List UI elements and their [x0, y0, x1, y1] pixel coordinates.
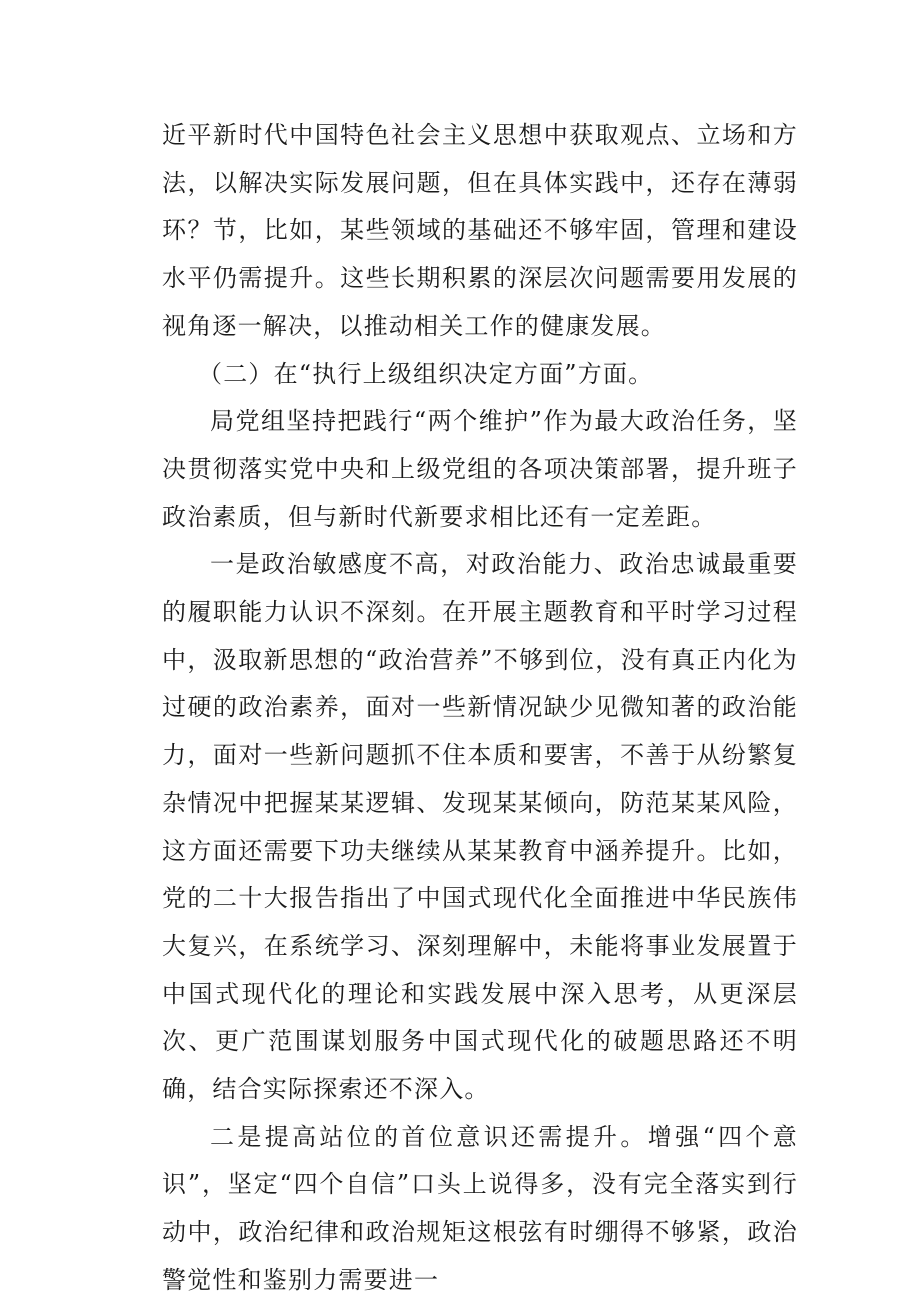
- paragraph-intro: 局党组坚持把践行“两个维护”作为最大政治任务，坚决贯彻落实党中央和上级党组的各项决策部署，提升班子政治素质，但与新时代新要求相比还有一定差距。: [162, 407, 798, 531]
- paragraph-point-one: 一是政治敏感度不高，对政治能力、政治忠诚最重要的履职能力认识不深刻。在开展主题教育和平时学习过程中，汲取新思想的“政治营养”不够到位，没有真正内化为过硬的政治素养，面对一些新情况缺少见微知著的政治能力，面对一些新问题抓不住本质和要害，不善于从纷繁复杂情况中把握某某逻辑、发现某某倾向，防范某某风险，这方面还需要下功夫继续从某某教育中涵养提升。比如，党的二十大报告指出了中国式现代化全面推进中华民族伟大复兴，在系统学习、深刻理解中，未能将事业发展置于中国式现代化的理论和实践发展中深入思考，从更深层次、更广范围谋划服务中国式现代化的破题思路还不明确，结合实际探索还不深入。: [162, 550, 798, 1104]
- paragraph-point-two: 二是提高站位的首位意识还需提升。增强“四个意识”，坚定“四个自信”口头上说得多，没有完全落实到行动中，政治纪律和政治规矩这根弦有时绷得不够紧，政治警觉性和鉴别力需要进一: [162, 1122, 798, 1294]
- document-body: [162, 112, 798, 1305]
- section-heading: （二）在“执行上级组织决定方面”方面。: [198, 359, 654, 388]
- paragraph-continuation: 近平新时代中国特色社会主义思想中获取观点、立场和方法，以解决实际发展问题，但在具体实践中，还存在薄弱环？节，比如，某些领域的基础还不够牢固，管理和建设水平仍需提升。这些长期积累的深层次问题需要用发展的视角逐一解决，以推动相关工作的健康发展。: [162, 121, 798, 340]
